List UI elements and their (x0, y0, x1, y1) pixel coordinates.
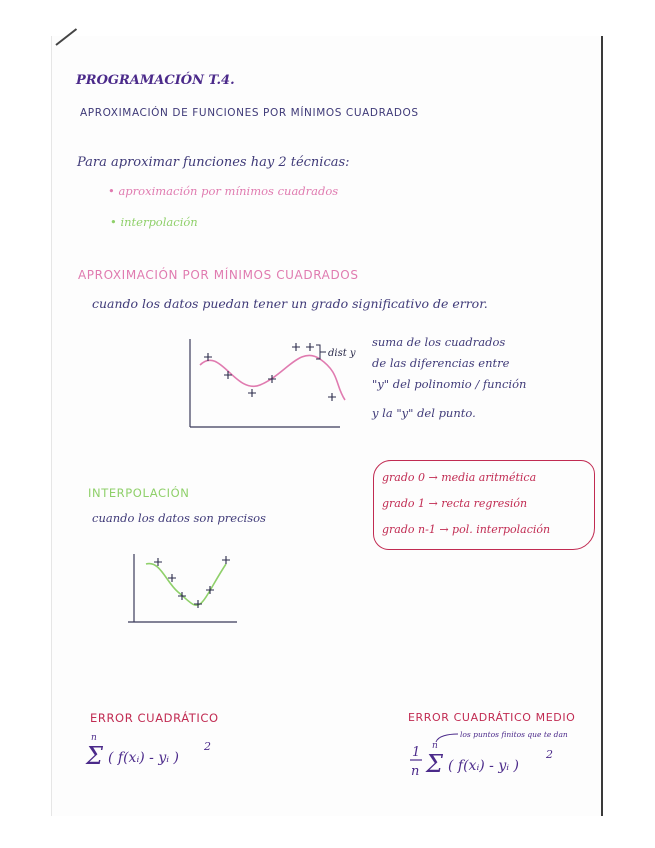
fraction-denominator: n (411, 764, 420, 779)
quadratic-error-formula (86, 730, 236, 780)
interpolating-curve (146, 564, 226, 606)
sum-upper-limit: n (91, 733, 97, 743)
degree-1-line: grado 1 → recta regresión (382, 497, 528, 510)
error-body: ( f(xᵢ) - yᵢ ) (448, 758, 519, 774)
page-subtitle: APROXIMACIÓN DE FUNCIONES POR MÍNIMOS CUADRADOS (80, 107, 419, 119)
degree-n-line: grado n-1 → pol. interpolación (382, 523, 551, 536)
least-squares-graph (180, 335, 360, 435)
note-line-3: "y" del polinomio / función (372, 377, 527, 391)
mean-quadratic-error-formula (408, 730, 594, 790)
intro-text: Para aproximar funciones hay 2 técnicas: (77, 155, 350, 170)
error-body: ( f(xᵢ) - yᵢ ) (108, 750, 179, 766)
interpolation-graph (122, 552, 242, 628)
annotation-text: los puntos finitos que te dan (460, 730, 568, 739)
interpolation-heading: INTERPOLACIÓN (88, 486, 190, 500)
sum-upper-limit: n (432, 741, 438, 751)
note-line-2: de las diferencias entre (372, 356, 510, 370)
sum-symbol: Σ (86, 742, 103, 770)
technique-least-squares: • aproximación por mínimos cuadrados (108, 184, 339, 198)
note-line-1: suma de los cuadrados (372, 335, 506, 349)
sum-symbol: Σ (426, 750, 443, 778)
error-exponent: 2 (546, 748, 553, 761)
fraction-numerator: 1 (412, 745, 421, 760)
technique-interpolation: • interpolación (110, 215, 198, 229)
quadratic-error-heading: ERROR CUADRÁTICO (90, 711, 219, 725)
data-points (204, 343, 336, 401)
page-title: PROGRAMACIÓN T.4. (76, 73, 235, 88)
least-squares-description: cuando los datos puedan tener un grado significativo de error. (92, 296, 488, 311)
mean-quadratic-error-heading: ERROR CUADRÁTICO MEDIO (408, 711, 576, 724)
note-line-4: y la "y" del punto. (372, 406, 476, 420)
data-points (154, 556, 230, 608)
distance-label: dist y (328, 348, 356, 359)
least-squares-heading: APROXIMACIÓN POR MÍNIMOS CUADRADOS (78, 268, 359, 282)
interpolation-description: cuando los datos son precisos (92, 511, 266, 525)
annotation-arrow (436, 734, 458, 742)
degree-0-line: grado 0 → media aritmética (382, 471, 537, 484)
error-exponent: 2 (204, 740, 211, 753)
